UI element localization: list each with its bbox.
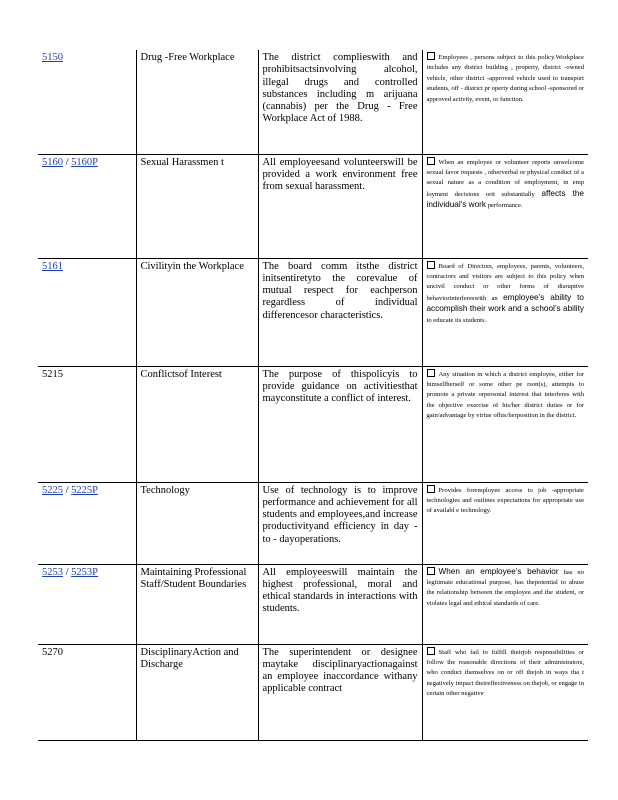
policy-number-cell: 5253 / 5253P [42,566,99,578]
policy-title: Technology [136,482,258,564]
policy-title: Civilityin the Workplace [136,258,258,366]
checkbox-bullet-icon [427,647,435,655]
policy-number-cell [38,50,136,154]
policy-link[interactable]: 5225 [42,484,63,496]
policy-number: 5215 [42,368,63,380]
policy-link[interactable]: 5225P [71,484,99,496]
policy-notes: When an employee’s behavior has no legitimate educational purpose, has thepotential to abuse the relationship between the employee and the student, or violates legal and ethical standards of care. [422,564,588,644]
policy-notes: Board of Directors, employees, parents, volunteers, contractors and visitors are subject to this policy when uncivil conduct or other forms of disruptive behaviorinterfereswith an employee’s ability to accomplish their work and a school’s ability to educate its students. [422,258,588,366]
policy-notes: Employees , persons subject to this policy.Workplace includes any district building , property, district -owned vehicle, other district -approved vehicle used to transport students, off - district pr operty during school -sponsored or approved activity, event, or function. [422,50,588,154]
policy-number: 5270 [42,646,63,658]
checkbox-bullet-icon [427,485,435,493]
checkbox-bullet-icon [427,567,435,575]
policy-number-cell [38,366,136,482]
policy-notes: Staff who fail to fulfill theirjob responsibilities or follow the reasonable directions of their administrators, who conduct themselves on or off thejob in ways tha t negatively impact theireffectiveness on thejob, or engage in certain other negative [422,644,588,740]
policy-number-cell [38,644,136,740]
policy-description: The purpose of thispolicyis to provide guidance on activitiesthat mayconstitute a conflict of interest. [258,366,422,482]
policy-description: All employeeswill maintain the highest professional, moral and ethical standards in interactions with students. [258,564,422,644]
policy-title: Conflictsof Interest [136,366,258,482]
checkbox-bullet-icon [427,52,435,60]
table-row [38,50,588,154]
table-row [38,154,588,258]
policy-link[interactable]: 5253 [42,566,63,578]
policy-description: The district complieswith and prohibitsactsinvolving alcohol, illegal drugs and controlled substances including m arijuana (cannabis) per the Drug - Free Workplace Act of 1988. [258,50,422,154]
policy-title: DisciplinaryAction and Discharge [136,644,258,740]
policy-title: Maintaining Professional Staff/Student Boundaries [136,564,258,644]
policy-title: Drug -Free Workplace [136,50,258,154]
policy-link[interactable]: 5150 [42,52,63,63]
policy-link[interactable]: 5161 [42,260,63,272]
checkbox-bullet-icon [427,369,435,377]
policy-link[interactable]: 5253P [71,566,99,578]
table-row [38,366,588,482]
policy-description: All employeesand volunteerswill be provided a work environment free from sexual harassment. [258,154,422,258]
policy-notes: Provides foremployee access to job -appropriate technologies and outlines expectations for appropriate use of availabl e technology. [422,482,588,564]
table-row [38,564,588,644]
policy-link[interactable]: 5160 [42,156,63,168]
checkbox-bullet-icon [427,157,435,165]
policy-description: The superintendent or designee maytake disciplinaryactionagainst an employee inaccordance withany applicable contract [258,644,422,740]
policy-title: Sexual Harassmen t [136,154,258,258]
policy-description: Use of technology is to improve performance and achievement for all students and employees,and increase productivityand efficiency in day - to - dayoperations. [258,482,422,564]
policy-notes: Any situation in which a district employee, either for himselfherself or some other pe rson(s), attempts to promote a private orpersonal interest that interferes with the objective exercise of his/her district duties or for gain/advantage by virtue ofhis/herposition in the district. [422,366,588,482]
table-row [38,644,588,740]
policy-notes: When an employee or volunteer reports unwelcome sexual favor requests , otherverbal or physical conduct of a sexual nature as a condition of employment, in emp loyment decisions orit substantially affects the individual’s work performance. [422,154,588,258]
policy-link[interactable]: 5160P [71,156,99,168]
policy-table [38,50,588,741]
policy-number-cell: 5160 / 5160P [42,156,99,168]
table-row [38,482,588,564]
policy-description: The board comm itsthe district initsentiretyto the corevalue of mutual respect for eachperson regardless of individual differencesor characteristics. [258,258,422,366]
policy-number-cell: 5225 / 5225P [42,484,99,496]
policy-number-cell [38,258,136,366]
checkbox-bullet-icon [427,261,435,269]
table-row [38,258,588,366]
